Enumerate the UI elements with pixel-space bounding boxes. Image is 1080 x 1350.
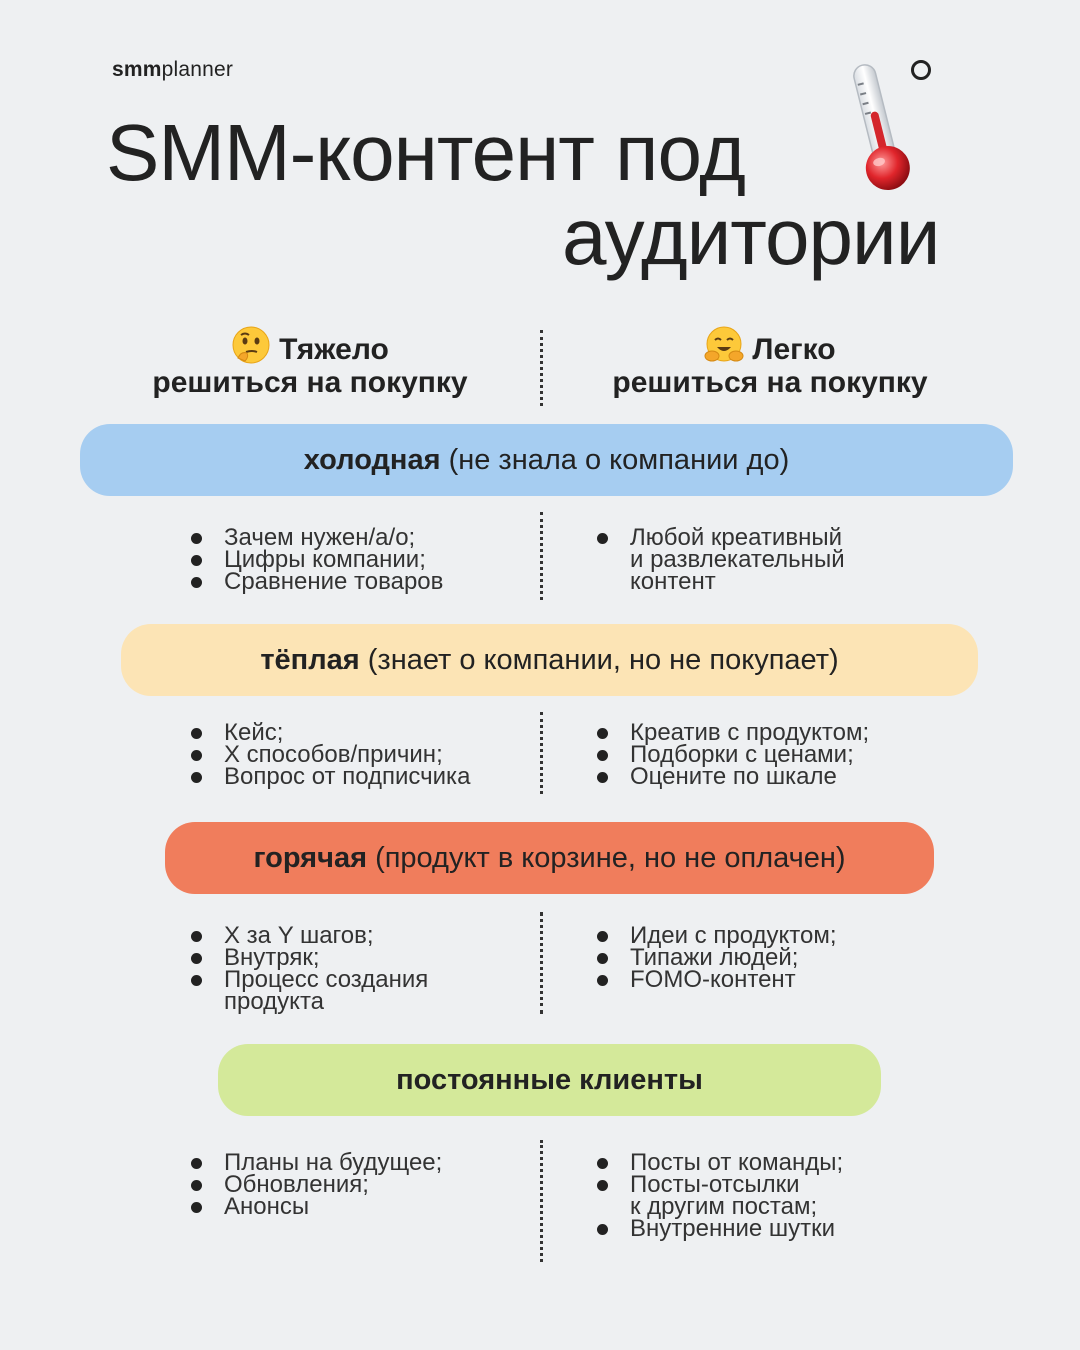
section-divider	[540, 1140, 543, 1262]
cold-hard-list	[191, 524, 444, 595]
brand-logo-bold: smm	[112, 58, 162, 81]
section-note: (знает о компании, но не покупает)	[367, 643, 839, 676]
list-item: Обновления;	[191, 1174, 442, 1196]
warm-easy-list	[597, 719, 870, 790]
list-item: Креатив с продуктом;	[597, 722, 869, 744]
list-item: Подборки с ценами;	[597, 744, 869, 766]
list-item: Любой креативный	[597, 527, 845, 549]
section-band-loyal	[218, 1044, 881, 1116]
brand-logo-regular: planner	[161, 58, 234, 81]
list-item: Внутряк;	[191, 947, 428, 969]
list-item: X способов/причин;	[191, 744, 470, 766]
column-divider	[540, 330, 543, 406]
list-item: X за Y шагов;	[191, 925, 428, 947]
loyal-hard-list	[191, 1149, 443, 1220]
list-item: Оцените по шкале	[597, 766, 869, 788]
section-band-hot	[165, 822, 934, 894]
page-title-line2: аудитории	[562, 192, 940, 281]
list-item-continuation: контент	[630, 568, 716, 595]
list-item: Посты от команды;	[597, 1152, 843, 1174]
list-item: Типажи людей;	[597, 947, 837, 969]
column-header-hard	[100, 325, 520, 399]
list-item: Планы на будущее;	[191, 1152, 442, 1174]
column-header-easy-line1: Легко	[752, 333, 836, 366]
list-item: Вопрос от подписчика	[191, 766, 470, 788]
list-item: Идеи с продуктом;	[597, 925, 837, 947]
column-header-hard-line2: решиться на покупку	[152, 366, 468, 399]
list-item: Зачем нужен/а/о;	[191, 527, 443, 549]
section-note: (не знала о компании до)	[448, 443, 790, 476]
hot-easy-list	[597, 922, 837, 993]
brand-logo	[112, 58, 233, 82]
list-item: Процесс создания	[191, 969, 428, 991]
section-name: тёплая	[260, 643, 360, 676]
loyal-easy-list	[597, 1149, 844, 1242]
section-band-warm	[121, 624, 978, 696]
section-band-cold	[80, 424, 1013, 496]
list-item: Анонсы	[191, 1196, 442, 1218]
page-title-line1: SMM-контент под	[106, 108, 745, 197]
section-note: (продукт в корзине, но не оплачен)	[375, 841, 846, 874]
column-header-hard-line1: Тяжело	[279, 333, 389, 366]
section-name: холодная	[303, 443, 441, 476]
list-item: FOMO-контент	[597, 969, 837, 991]
column-header-easy	[560, 325, 980, 399]
thermometer-icon	[843, 58, 923, 198]
warm-hard-list	[191, 719, 471, 790]
thinking-face-emoji	[231, 325, 271, 365]
list-item: Внутренние шутки	[597, 1218, 843, 1240]
list-item: Цифры компании;	[191, 549, 443, 571]
hot-hard-list	[191, 922, 429, 1015]
list-item: Сравнение товаров	[191, 571, 443, 593]
list-item-continuation: и развлекательный	[630, 546, 845, 573]
list-item: Посты-отсылки	[597, 1174, 843, 1196]
section-name: постоянные клиенты	[396, 1063, 703, 1096]
section-divider	[540, 512, 543, 600]
section-divider	[540, 912, 543, 1014]
section-divider	[540, 712, 543, 794]
cold-easy-list	[597, 524, 845, 595]
list-item: Кейс;	[191, 722, 470, 744]
hugging-face-emoji	[704, 325, 744, 365]
list-item-continuation: продукта	[224, 988, 325, 1015]
column-header-easy-line2: решиться на покупку	[612, 366, 928, 399]
section-name: горячая	[253, 841, 367, 874]
list-item-continuation: к другим постам;	[630, 1193, 818, 1220]
